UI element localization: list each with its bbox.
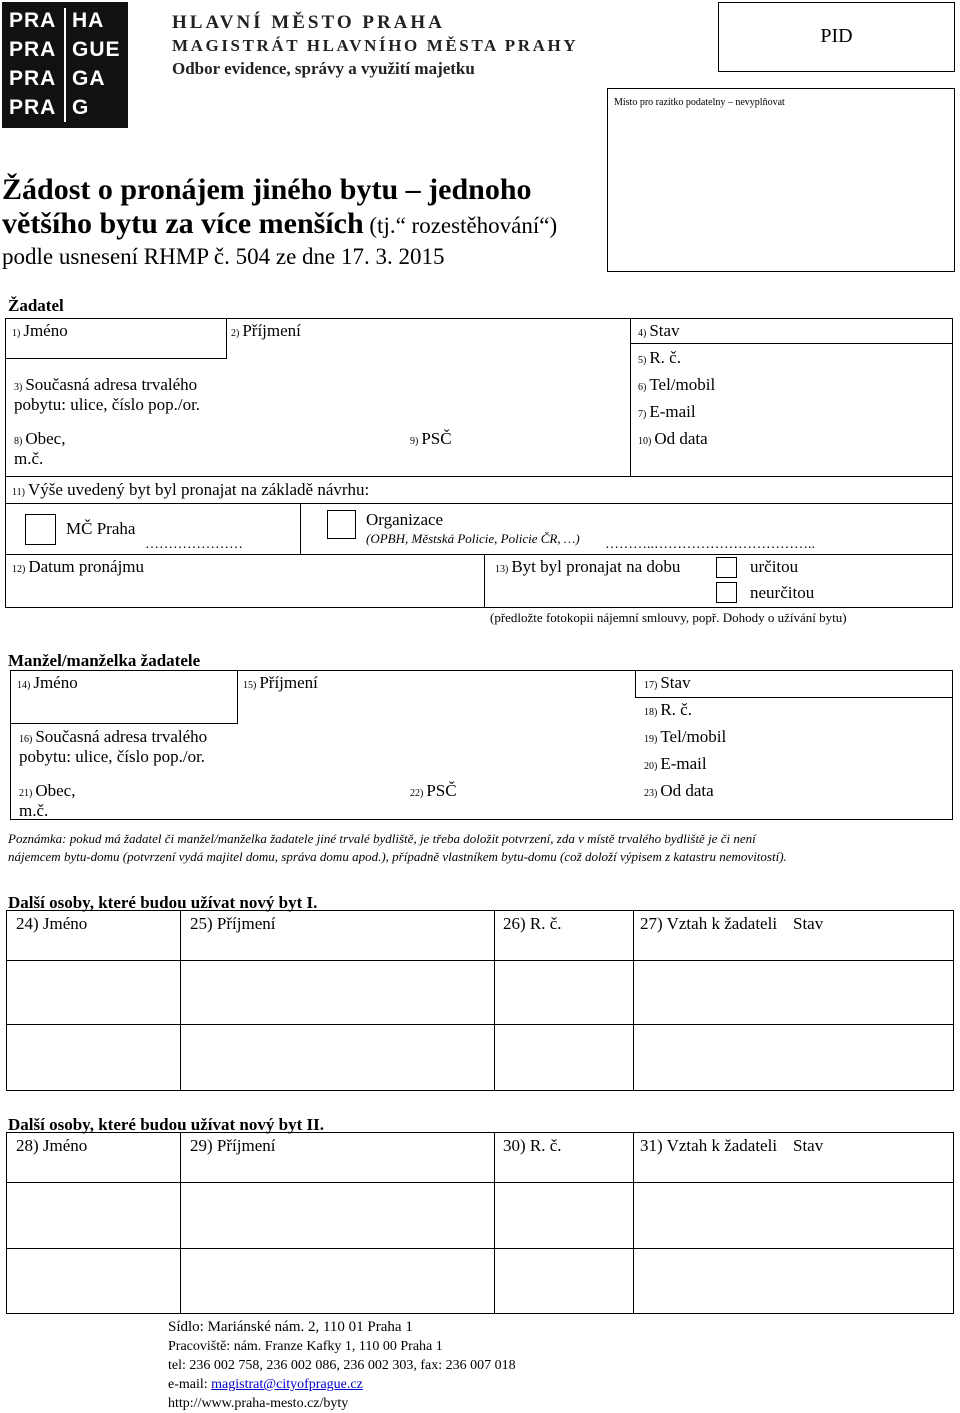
persons2-col-birth-number: 30) R. č. xyxy=(503,1136,562,1155)
field-first-name[interactable]: 1) Jméno xyxy=(12,321,68,340)
field-current-address-line2: pobytu: ulice, číslo pop./or. xyxy=(14,395,201,414)
persons2-col-status: Stav xyxy=(793,1136,824,1155)
pid-box xyxy=(718,2,955,72)
spouse-heading: Manžel/manželka žadatele xyxy=(8,651,201,670)
applicant-table xyxy=(5,318,953,608)
persons2-col-name: 28) Jméno xyxy=(16,1136,88,1155)
logo-divider xyxy=(64,8,66,122)
persons1-col-birth-number: 26) R. č. xyxy=(503,914,562,933)
field-email[interactable]: 7) E-mail xyxy=(638,402,696,421)
checkbox-mc-praha[interactable] xyxy=(25,514,56,545)
label-organization: Organizace xyxy=(366,510,444,529)
spouse-postcode[interactable]: 22) PSČ xyxy=(410,781,457,800)
checkbox-indefinite-term[interactable] xyxy=(716,582,737,603)
logo-word: PRA xyxy=(9,9,57,32)
spouse-municipality[interactable]: 21) Obec, xyxy=(19,781,76,800)
footer-email: e-mail: magistrat@cityofprague.cz xyxy=(168,1377,363,1392)
field-lease-date[interactable]: 12) Datum pronájmu xyxy=(12,557,145,576)
persons1-col-relation: 27) Vztah k žadateli xyxy=(640,914,778,933)
email-link[interactable]: magistrat@cityofprague.cz xyxy=(211,1377,363,1392)
logo-word: PRA xyxy=(9,96,57,119)
field-surname[interactable]: 2) Příjmení xyxy=(231,321,301,340)
persons1-col-status: Stav xyxy=(793,914,824,933)
logo-word: HA xyxy=(72,9,105,32)
label-mc-praha: MČ Praha xyxy=(66,519,136,538)
organization-dots: ………..…………………………….. xyxy=(605,537,815,552)
spouse-marital-status[interactable]: 17) Stav xyxy=(644,673,691,692)
persons1-heading: Další osoby, které budou užívat nový byt I. xyxy=(8,893,318,912)
lease-document-note: (předložte fotokopii nájemní smlouvy, popř. Dohody o užívání bytu) xyxy=(490,610,847,625)
field-birth-number[interactable]: 5) R. č. xyxy=(638,348,681,367)
spouse-birth-number[interactable]: 18) R. č. xyxy=(644,700,692,719)
label-lease-term: 13) Byt byl pronajat na dobu xyxy=(495,557,681,576)
spouse-first-name[interactable]: 14) Jméno xyxy=(17,673,78,692)
field-municipality-line2: m.č. xyxy=(14,449,44,468)
form-title-note: (tj.“ rozestěhování“) xyxy=(363,213,558,238)
logo-word: GA xyxy=(72,67,106,90)
header-office: MAGISTRÁT HLAVNÍHO MĚSTA PRAHY xyxy=(172,36,579,55)
field-postcode[interactable]: 9) PSČ xyxy=(410,429,452,448)
form-title-main: většího bytu za více menších xyxy=(2,207,364,240)
logo-word: PRA xyxy=(9,38,57,61)
stamp-area xyxy=(607,88,955,272)
spouse-email[interactable]: 20) E-mail xyxy=(644,754,707,773)
footer xyxy=(168,1318,516,1413)
field-phone[interactable]: 6) Tel/mobil xyxy=(638,375,716,394)
logo-word: GUE xyxy=(72,38,121,61)
header-city: HLAVNÍ MĚSTO PRAHA xyxy=(172,12,445,33)
logo-word: PRA xyxy=(9,67,57,90)
persons1-col-name: 24) Jméno xyxy=(16,914,88,933)
label-fixed-term: určitou xyxy=(750,557,799,576)
prague-logo xyxy=(2,2,128,128)
persons2-col-relation: 31) Vztah k žadateli xyxy=(640,1136,778,1155)
logo-word: G xyxy=(72,96,90,119)
note-line1: Poznámka: pokud má žadatel či manžel/manželka žadatele jiné trvalé bydliště, je třeba doložit potvrzení, zda v místě trvalého bydliště je či není xyxy=(8,831,756,846)
persons1-col-surname: 25) Příjmení xyxy=(190,914,276,933)
spouse-current-address[interactable]: 16) Současná adresa trvalého xyxy=(19,727,208,746)
form-title-line3: podle usnesení RHMP č. 504 ze dne 17. 3. 2015 xyxy=(2,244,445,269)
persons1-table xyxy=(6,910,954,1091)
persons2-col-surname: 29) Příjmení xyxy=(190,1136,276,1155)
applicant-heading: Žadatel xyxy=(8,296,64,315)
header-department: Odbor evidence, správy a využití majetku xyxy=(172,59,475,78)
checkbox-organization[interactable] xyxy=(327,510,356,539)
stamp-note: Místo pro razítko podatelny – nevyplňovat xyxy=(614,97,785,108)
form-title-line1: Žádost o pronájem jiného bytu – jednoho xyxy=(2,173,532,206)
label-organization-examples: (OPBH, Městská Policie, Policie ČR, …) xyxy=(366,531,580,546)
spouse-since-date[interactable]: 23) Od data xyxy=(644,781,714,800)
mc-praha-dots: ………………… xyxy=(145,537,243,552)
field-lease-basis: 11) Výše uvedený byt byl pronajat na základě návrhu: xyxy=(12,480,370,499)
field-marital-status[interactable]: 4) Stav xyxy=(638,321,680,340)
checkbox-fixed-term[interactable] xyxy=(716,557,737,578)
footer-phone: tel: 236 002 758, 236 002 086, 236 002 303, fax: 236 007 018 xyxy=(168,1358,516,1373)
field-current-address[interactable]: 3) Současná adresa trvalého xyxy=(14,375,198,394)
field-municipality[interactable]: 8) Obec, xyxy=(14,429,66,448)
pid-label: PID xyxy=(820,25,853,47)
label-indefinite-term: neurčitou xyxy=(750,583,815,602)
footer-website[interactable]: http://www.praha-mesto.cz/byty xyxy=(168,1396,349,1411)
footer-address: Sídlo: Mariánské nám. 2, 110 01 Praha 1 xyxy=(168,1319,413,1335)
persons2-table xyxy=(6,1132,954,1314)
spouse-current-address-line2: pobytu: ulice, číslo pop./or. xyxy=(19,747,206,766)
note-line2: nájemcem bytu-domu (potvrzení vydá majitel domu, správa domu apod.), případně vlastníkem bytu-domu (což doloží výpisem z katastru nemovitostí). xyxy=(8,849,787,864)
spouse-phone[interactable]: 19) Tel/mobil xyxy=(644,727,727,746)
form-title-line2 xyxy=(2,207,557,243)
persons2-heading: Další osoby, které budou užívat nový byt II. xyxy=(8,1115,324,1134)
spouse-surname[interactable]: 15) Příjmení xyxy=(243,673,318,692)
footer-workplace: Pracoviště: nám. Franze Kafky 1, 110 00 Praha 1 xyxy=(168,1339,443,1354)
field-since-date[interactable]: 10) Od data xyxy=(638,429,708,448)
spouse-municipality-line2: m.č. xyxy=(19,801,49,820)
